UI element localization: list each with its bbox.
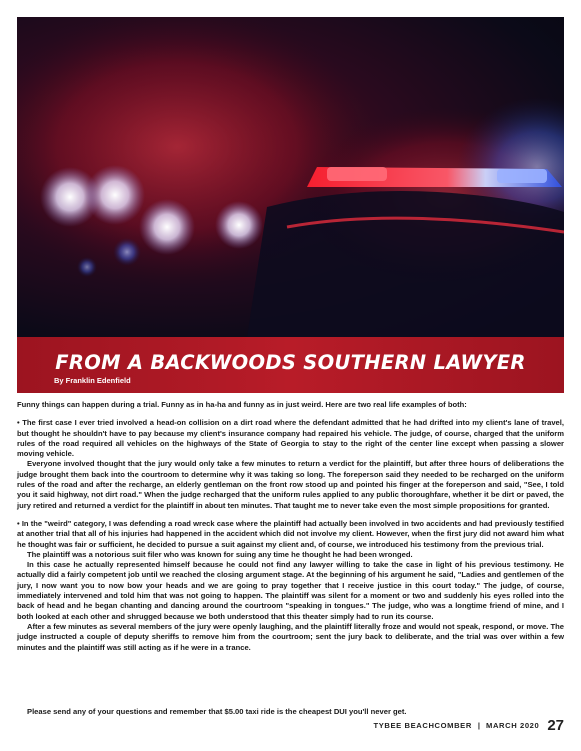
title-banner	[17, 337, 564, 393]
publication-name: TYBEE BEACHCOMBER	[373, 721, 472, 730]
footer-separator: |	[477, 721, 481, 730]
case-one-verdict-paragraph: Everyone involved thought that the jury would only take a few minutes to return a verdict for the plaintiff, but after three hours of deliberations the judge brought them back into the courtroom to determine why it was taking so long. The foreperson said they needed to be recharged on the uniform rules of the road and after the recharge, an elderly gentleman on the front row stood up and pointed his finger at the foreperson and said, "See, I told you it said highway, not dirt road." When the judge recharged that the uniform rules applied to any public thoroughfare, whether it be dirt or paved, the jury retired and returned a verdict for the plaintiff in about ten minutes. That taught me to never take even the most simple propositions for granted.	[17, 459, 564, 510]
article-title: FROM A BACKWOODS SOUTHERN LAWYER	[55, 351, 526, 374]
issue-date: MARCH 2020	[486, 721, 540, 730]
trance-paragraph: After a few minutes as several members of the jury were openly laughing, and the plaintiff literally froze and would not speak, respond, or move. The judge instructed a couple of deputy sheriffs to remove him from the courtroom; sent the jury back to deliberate, and the trial was over within a few minutes and the plaintiff was still acting as if he were in a trance.	[17, 621, 564, 652]
intro-paragraph: Funny things can happen during a trial. Funny as in ha-ha and funny as in just weird. Here are two real life examples of both:	[17, 400, 467, 409]
article-body	[17, 400, 564, 653]
case-two-paragraph: • In the "weird" category, I was defending a road wreck case where the plaintiff had actually been involved in two accidents and had previously testified at another trial that all of his injuries had happened in the accident which did not involve my client. However, when the first jury did not award him what he thought was fair or sufficient, he decided to pursue a suit against my client and, of course, we introduced his testimony from the previous trial.	[17, 518, 564, 549]
closing-argument-paragraph: In this case he actually represented himself because he could not find any lawyer willing to take the case in light of his previous testimony. He actually did a fairly competent job until we reached the closing argument stage. At the beginning of his argument he said, "Ladies and gentlemen of the jury, I now want you to now bow your heads and we are going to pray together that I receive justice in this court today." The judge, of course, immediately intervened and told him that was not going to happen. The plaintiff was silent for a moment or two and suddenly his eyes rolled into the back of head and he began chanting and dancing around the courtroom "speaking in tongues." The judge, who was a longtime friend of mine, and I both looked at each other and shrugged because we both understood that this theater simply had to run its course.	[17, 560, 564, 621]
page-footer	[374, 717, 564, 734]
police-car-lights-image	[17, 17, 564, 337]
byline: By Franklin Edenfield	[54, 376, 131, 385]
plaintiff-paragraph: The plaintiff was a notorious suit filer who was known for suing any time he thought he had been wronged.	[27, 549, 413, 559]
closing-line: Please send any of your questions and remember that $5.00 taxi ride is the cheapest DUI you'll never get.	[27, 707, 407, 716]
page-number: 27	[547, 717, 564, 734]
case-one-paragraph: • The first case I ever tried involved a head-on collision on a dirt road where the defendant admitted that he had drifted into my client's lane of travel, but thought he shouldn't have to pay because my client's insurance company had repaired his vehicle. The judge, of course, charged that the uniform rules of the road required all vehicles on the highways of the State of Georgia to stay to the right of the center line except when passing a slower moving vehicle.	[17, 418, 564, 459]
police-lights-photo	[17, 17, 564, 337]
